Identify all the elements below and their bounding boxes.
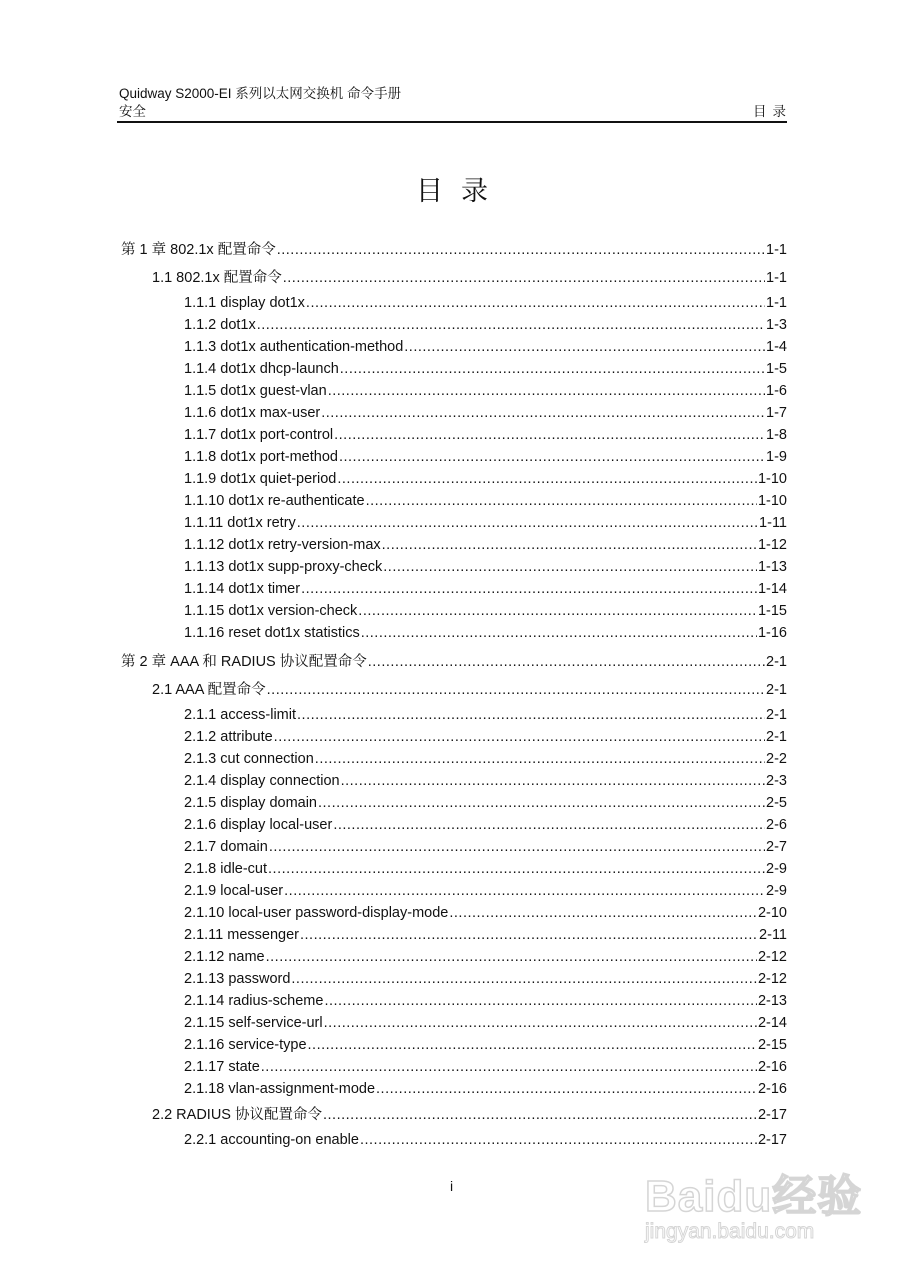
toc-entry-page: 1-10 bbox=[757, 471, 787, 487]
toc-subsection-entry[interactable] bbox=[184, 557, 787, 577]
toc-entry-page: 1-1 bbox=[766, 270, 787, 286]
toc-entry-page: 2-12 bbox=[757, 949, 787, 965]
toc-dot-leader bbox=[284, 881, 765, 901]
toc-entry-label: 1.1.7 dot1x port-control bbox=[184, 427, 334, 443]
toc-entry-page: 1-6 bbox=[766, 383, 787, 399]
toc-entry-label: 1.1.2 dot1x bbox=[184, 317, 256, 333]
toc-entry-label: 2.2 RADIUS 协议配置命令 bbox=[152, 1107, 322, 1123]
toc-subsection-entry[interactable] bbox=[184, 447, 787, 467]
toc-subsection-entry[interactable] bbox=[184, 579, 787, 599]
toc-entry-label: 1.1.4 dot1x dhcp-launch bbox=[184, 361, 339, 377]
toc-entry-page: 2-2 bbox=[766, 751, 787, 767]
toc-dot-leader bbox=[366, 491, 757, 511]
toc-entry-label: 2.1.3 cut connection bbox=[184, 751, 314, 767]
toc-subsection-entry[interactable] bbox=[184, 749, 787, 769]
toc-entry-page: 2-3 bbox=[766, 773, 787, 789]
toc-entry-page: 1-4 bbox=[766, 339, 787, 355]
toc-dot-leader bbox=[301, 579, 757, 599]
toc-dot-leader bbox=[358, 601, 757, 621]
watermark-url: jingyan.baidu.com bbox=[645, 1220, 815, 1243]
toc-entry-label: 1.1.9 dot1x quiet-period bbox=[184, 471, 337, 487]
toc-entry-page: 1-7 bbox=[766, 405, 787, 421]
toc-entry-page: 2-6 bbox=[766, 817, 787, 833]
toc-section-entry[interactable] bbox=[152, 680, 787, 700]
header-section-name: 目录 bbox=[753, 104, 792, 119]
toc-entry-page: 2-9 bbox=[766, 883, 787, 899]
toc-entry-page: 2-1 bbox=[766, 682, 787, 698]
toc-entry-page: 1-1 bbox=[766, 295, 787, 311]
toc-subsection-entry[interactable] bbox=[184, 815, 787, 835]
toc-dot-leader bbox=[308, 1035, 757, 1055]
toc-entry-page: 2-13 bbox=[757, 993, 787, 1009]
toc-entry-label: 第 2 章 AAA 和 RADIUS 协议配置命令 bbox=[121, 654, 367, 670]
toc-entry-page: 1-11 bbox=[759, 515, 787, 531]
toc-entry-page: 1-13 bbox=[757, 559, 787, 575]
toc-entry-page: 1-3 bbox=[766, 317, 787, 333]
page-number: i bbox=[450, 1178, 454, 1194]
toc-dot-leader bbox=[257, 315, 765, 335]
toc-subsection-entry[interactable] bbox=[184, 727, 787, 747]
toc-subsection-entry[interactable] bbox=[184, 881, 787, 901]
toc-entry-label: 2.1.14 radius-scheme bbox=[184, 993, 324, 1009]
toc-entry-page: 2-1 bbox=[766, 729, 787, 745]
baidu-logo-icon: Baidu经验 bbox=[645, 1172, 863, 1221]
toc-subsection-entry[interactable] bbox=[184, 859, 787, 879]
toc-dot-leader bbox=[324, 1013, 757, 1033]
toc-entry-label: 2.1.8 idle-cut bbox=[184, 861, 268, 877]
toc-subsection-entry[interactable] bbox=[184, 337, 787, 357]
toc-entry-label: 1.1.16 reset dot1x statistics bbox=[184, 625, 360, 641]
toc-dot-leader bbox=[315, 749, 765, 769]
toc-dot-leader bbox=[297, 513, 758, 533]
toc-entry-label: 2.1.11 messenger bbox=[184, 927, 299, 943]
toc-entry-label: 2.1.18 vlan-assignment-mode bbox=[184, 1081, 376, 1097]
toc-entry-label: 2.1 AAA 配置命令 bbox=[152, 682, 266, 698]
toc-entry-page: 2-15 bbox=[757, 1037, 787, 1053]
toc-dot-leader bbox=[324, 991, 757, 1011]
toc-dot-leader bbox=[328, 381, 765, 401]
toc-chapter-entry[interactable] bbox=[121, 240, 787, 260]
header-product-title: Quidway S2000-EI 系列以太网交换机 命令手册 bbox=[119, 86, 402, 101]
toc-dot-leader bbox=[277, 240, 765, 260]
toc-entry-label: 1.1.12 dot1x retry-version-max bbox=[184, 537, 381, 553]
toc-subsection-entry[interactable] bbox=[184, 469, 787, 489]
toc-dot-leader bbox=[334, 425, 765, 445]
toc-subsection-entry[interactable] bbox=[184, 381, 787, 401]
page-title: 目录 bbox=[416, 176, 506, 207]
toc-dot-leader bbox=[341, 771, 765, 791]
toc-entry-page: 1-10 bbox=[757, 493, 787, 509]
toc-entry-label: 第 1 章 802.1x 配置命令 bbox=[121, 242, 276, 258]
toc-chapter-entry[interactable] bbox=[121, 652, 787, 672]
toc-entry-label: 2.1.2 attribute bbox=[184, 729, 273, 745]
header-rule bbox=[117, 121, 787, 123]
toc-dot-leader bbox=[404, 337, 765, 357]
toc-dot-leader bbox=[449, 903, 757, 923]
toc-subsection-entry[interactable] bbox=[184, 425, 787, 445]
toc-entry-page: 2-1 bbox=[766, 707, 787, 723]
toc-entry-label: 1.1.11 dot1x retry bbox=[184, 515, 296, 531]
toc-subsection-entry[interactable] bbox=[184, 1057, 787, 1077]
toc-dot-leader bbox=[323, 1105, 757, 1125]
toc-dot-leader bbox=[268, 859, 765, 879]
toc-entry-page: 2-14 bbox=[757, 1015, 787, 1031]
toc-subsection-entry[interactable] bbox=[184, 403, 787, 423]
toc-subsection-entry[interactable] bbox=[184, 315, 787, 335]
toc-entry-page: 2-11 bbox=[759, 927, 787, 943]
toc-entry-page: 2-7 bbox=[766, 839, 787, 855]
toc-entry-page: 2-17 bbox=[757, 1107, 787, 1123]
toc-dot-leader bbox=[291, 969, 757, 989]
toc-entry-label: 2.1.5 display domain bbox=[184, 795, 317, 811]
toc-entry-label: 2.1.15 self-service-url bbox=[184, 1015, 323, 1031]
toc-entry-label: 2.1.7 domain bbox=[184, 839, 268, 855]
toc-entry-page: 1-8 bbox=[766, 427, 787, 443]
toc-subsection-entry[interactable] bbox=[184, 925, 787, 945]
toc-entry-label: 1.1 802.1x 配置命令 bbox=[152, 270, 282, 286]
toc-entry-label: 1.1.5 dot1x guest-vlan bbox=[184, 383, 327, 399]
toc-entry-label: 1.1.14 dot1x timer bbox=[184, 581, 301, 597]
toc-dot-leader bbox=[297, 705, 765, 725]
toc-entry-label: 2.1.1 access-limit bbox=[184, 707, 297, 723]
toc-entry-label: 2.1.12 name bbox=[184, 949, 265, 965]
toc-entry-label: 2.1.4 display connection bbox=[184, 773, 340, 789]
toc-subsection-entry[interactable] bbox=[184, 513, 787, 533]
header-volume: 安全 bbox=[119, 104, 146, 119]
toc-subsection-entry[interactable] bbox=[184, 991, 787, 1011]
toc-entry-page: 2-10 bbox=[757, 905, 787, 921]
toc-subsection-entry[interactable] bbox=[184, 1079, 787, 1099]
toc-dot-leader bbox=[261, 1057, 757, 1077]
toc-dot-leader bbox=[300, 925, 758, 945]
toc-entry-page: 1-14 bbox=[757, 581, 787, 597]
toc-subsection-entry[interactable] bbox=[184, 771, 787, 791]
toc-dot-leader bbox=[340, 359, 765, 379]
toc-entry-page: 1-1 bbox=[766, 242, 787, 258]
toc-entry-page: 2-16 bbox=[757, 1081, 787, 1097]
toc-entry-page: 1-5 bbox=[766, 361, 787, 377]
toc-subsection-entry[interactable] bbox=[184, 623, 787, 643]
baidu-watermark bbox=[640, 1140, 863, 1265]
toc-section-entry[interactable] bbox=[152, 1105, 787, 1125]
toc-subsection-entry[interactable] bbox=[184, 601, 787, 621]
toc-dot-leader bbox=[368, 652, 765, 672]
toc-dot-leader bbox=[283, 268, 765, 288]
toc-dot-leader bbox=[337, 469, 757, 489]
toc-subsection-entry[interactable] bbox=[184, 837, 787, 857]
toc-entry-page: 1-9 bbox=[766, 449, 787, 465]
toc-entry-page: 2-16 bbox=[757, 1059, 787, 1075]
toc-subsection-entry[interactable] bbox=[184, 535, 787, 555]
toc-entry-page: 2-12 bbox=[757, 971, 787, 987]
toc-subsection-entry[interactable] bbox=[184, 491, 787, 511]
toc-entry-label: 1.1.13 dot1x supp-proxy-check bbox=[184, 559, 383, 575]
toc-entry-label: 1.1.1 display dot1x bbox=[184, 295, 305, 311]
toc-entry-page: 1-15 bbox=[757, 603, 787, 619]
toc-dot-leader bbox=[274, 727, 765, 747]
toc-dot-leader bbox=[321, 403, 765, 423]
toc-entry-page: 1-12 bbox=[757, 537, 787, 553]
toc-dot-leader bbox=[361, 623, 757, 643]
toc-entry-label: 1.1.15 dot1x version-check bbox=[184, 603, 358, 619]
toc-entry-label: 2.2.1 accounting-on enable bbox=[184, 1132, 359, 1148]
toc-entry-page: 2-17 bbox=[757, 1132, 787, 1148]
toc-entry-page: 2-1 bbox=[766, 654, 787, 670]
toc-subsection-entry[interactable] bbox=[184, 947, 787, 967]
toc-entry-label: 1.1.8 dot1x port-method bbox=[184, 449, 338, 465]
toc-subsection-entry[interactable] bbox=[184, 705, 787, 725]
toc-dot-leader bbox=[382, 535, 757, 555]
toc-subsection-entry[interactable] bbox=[184, 969, 787, 989]
toc-subsection-entry[interactable] bbox=[184, 1035, 787, 1055]
toc-entry-page: 1-16 bbox=[757, 625, 787, 641]
toc-entry-label: 1.1.3 dot1x authentication-method bbox=[184, 339, 404, 355]
toc-dot-leader bbox=[266, 947, 757, 967]
toc-subsection-entry[interactable] bbox=[184, 359, 787, 379]
toc-entry-page: 2-5 bbox=[766, 795, 787, 811]
toc-subsection-entry[interactable] bbox=[184, 793, 787, 813]
toc-dot-leader bbox=[339, 447, 765, 467]
toc-dot-leader bbox=[269, 837, 765, 857]
toc-section-entry[interactable] bbox=[152, 268, 787, 288]
toc-entry-label: 1.1.6 dot1x max-user bbox=[184, 405, 321, 421]
toc-dot-leader bbox=[333, 815, 765, 835]
toc-dot-leader bbox=[376, 1079, 757, 1099]
toc-entry-label: 2.1.13 password bbox=[184, 971, 291, 987]
toc-entry-label: 2.1.9 local-user bbox=[184, 883, 284, 899]
toc-entry-label: 2.1.6 display local-user bbox=[184, 817, 333, 833]
toc-entry-label: 2.1.17 state bbox=[184, 1059, 260, 1075]
toc-dot-leader bbox=[383, 557, 757, 577]
toc-dot-leader bbox=[318, 793, 765, 813]
toc-dot-leader bbox=[267, 680, 765, 700]
toc-subsection-entry[interactable] bbox=[184, 293, 787, 313]
toc-entry-label: 2.1.16 service-type bbox=[184, 1037, 307, 1053]
toc-subsection-entry[interactable] bbox=[184, 1013, 787, 1033]
toc-entry-label: 1.1.10 dot1x re-authenticate bbox=[184, 493, 365, 509]
toc-subsection-entry[interactable] bbox=[184, 903, 787, 923]
toc-entry-label: 2.1.10 local-user password-display-mode bbox=[184, 905, 449, 921]
toc-dot-leader bbox=[306, 293, 765, 313]
toc-entry-page: 2-9 bbox=[766, 861, 787, 877]
